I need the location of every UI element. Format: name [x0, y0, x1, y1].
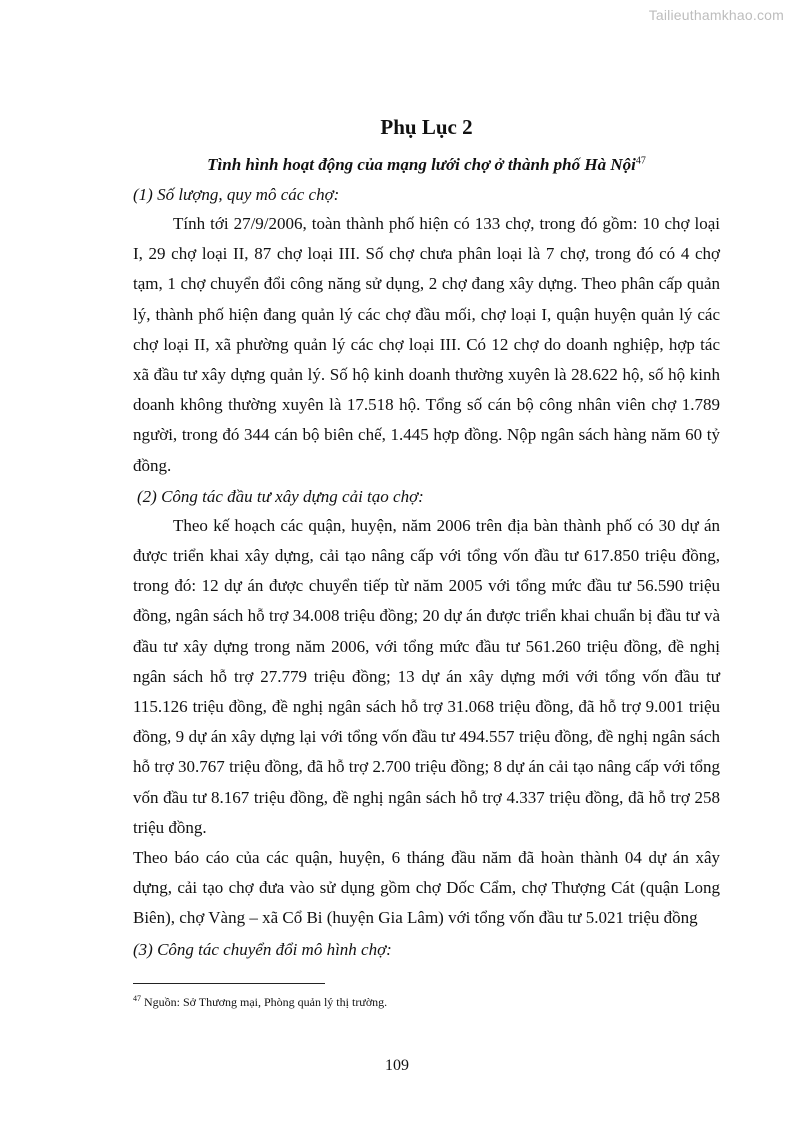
- page-number: 109: [385, 1057, 409, 1074]
- footnote-number: 47: [133, 994, 141, 1003]
- watermark: Tailieuthamkhao.com: [648, 7, 784, 23]
- section-heading-2: (2) Công tác đầu tư xây dựng cải tạo chợ:: [137, 486, 424, 506]
- footnote-ref-47[interactable]: 47: [635, 155, 646, 167]
- footnote: [133, 994, 387, 1010]
- section-2-paragraph-1: Theo kế hoạch các quận, huyện, năm 2006 trên địa bàn thành phố có 30 dự án được triển khai xây dựng, cải tạo nâng cấp với tổng vốn đầu tư 617.850 triệu đồng, trong đó: 12 dự án được chuyển tiếp từ năm 2005 với tổng mức đầu tư 56.590 triệu đồng, ngân sách hỗ trợ 34.008 triệu đồng; 20 dự án được triển khai chuẩn bị đầu tư và đầu tư xây dựng trong năm 2006, với tổng mức đầu tư 561.260 triệu đồng, đề nghị ngân sách hỗ trợ 27.779 triệu đồng; 13 dự án xây dựng mới với tổng vốn đầu tư 115.126 triệu đồng, đề nghị ngân sách hỗ trợ 31.068 triệu đồng, đã hỗ trợ 9.001 triệu đồng, 9 dự án xây dựng lại với tổng vốn đầu tư 494.557 triệu đồng, đề nghị ngân sách hỗ trợ 30.767 triệu đồng, đã hỗ trợ 2.700 triệu đồng; 8 dự án cải tạo nâng cấp với tổng vốn đầu tư 8.167 triệu đồng, đề nghị ngân sách hỗ trợ 4.337 triệu đồng, đã hỗ trợ 258 triệu đồng.: [133, 515, 720, 837]
- subtitle-text: Tình hình hoạt động của mạng lưới chợ ở thành phố Hà Nội: [207, 155, 636, 174]
- section-2-paragraph-2: Theo báo cáo của các quận, huyện, 6 tháng đầu năm đã hoàn thành 04 dự án xây dựng, cải tạo chợ đưa vào sử dụng gồm chợ Dốc Cẩm, chợ Thượng Cát (quận Long Biên), chợ Vàng – xã Cổ Bi (huyện Gia Lâm) với tổng vốn đầu tư 5.021 triệu đồng: [133, 848, 720, 928]
- page-subtitle: [133, 151, 720, 179]
- section-heading-3: (3) Công tác chuyển đổi mô hình chợ:: [133, 939, 392, 959]
- page-title: Phụ Lục 2: [380, 115, 473, 139]
- section-1-paragraph: Tính tới 27/9/2006, toàn thành phố hiện có 133 chợ, trong đó gồm: 10 chợ loại I, 29 chợ loại II, 87 chợ loại III. Số chợ chưa phân loại là 7 chợ, trong đó có 4 chợ tạm, 1 chợ chuyển đổi công năng sử dụng, 2 chợ đang xây dựng. Theo phân cấp quản lý, thành phố hiện đang quản lý các chợ đầu mối, chợ loại I, quận huyện quản lý các chợ loại II, xã phường quản lý các chợ loại III. Có 12 chợ do doanh nghiệp, hợp tác xã đầu tư xây dựng quản lý. Số hộ kinh doanh thường xuyên là 28.622 hộ, số hộ kinh doanh không thường xuyên là 17.518 hộ. Tổng số cán bộ công nhân viên chợ 1.789 người, trong đó 344 cán bộ biên chế, 1.445 hợp đồng. Nộp ngân sách hàng năm 60 tỷ đồng.: [133, 214, 720, 475]
- footnote-divider: [133, 983, 325, 984]
- section-heading-1: (1) Số lượng, quy mô các chợ:: [133, 185, 340, 204]
- footnote-text: Nguồn: Sở Thương mại, Phòng quản lý thị trường.: [141, 995, 388, 1009]
- document-body: [133, 112, 720, 964]
